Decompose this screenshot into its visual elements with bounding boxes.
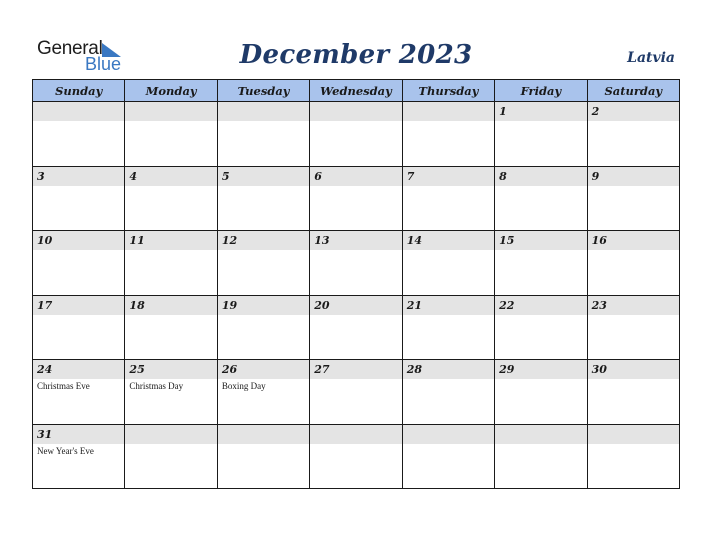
day-number: 27: [310, 360, 401, 379]
day-cell: [588, 425, 680, 490]
day-cell: [125, 296, 217, 361]
day-cell: [495, 102, 587, 167]
holiday-label: [588, 315, 679, 317]
weekday-header: Thursday: [403, 80, 495, 102]
day-cell: [310, 167, 402, 232]
holiday-label: [588, 121, 679, 123]
holiday-label: [403, 315, 494, 317]
day-cell: [218, 425, 310, 490]
weekday-header: Monday: [125, 80, 217, 102]
country-label: Latvia: [627, 50, 675, 66]
day-number: [310, 102, 401, 121]
day-number: [218, 102, 309, 121]
day-number: 26: [218, 360, 309, 379]
day-number: 21: [403, 296, 494, 315]
day-cell: [310, 360, 402, 425]
day-number: [125, 425, 216, 444]
day-number: 18: [125, 296, 216, 315]
holiday-label: [495, 250, 586, 252]
day-number: [495, 425, 586, 444]
day-cell: [125, 167, 217, 232]
day-number: 16: [588, 231, 679, 250]
day-number: 24: [33, 360, 124, 379]
day-number: 1: [495, 102, 586, 121]
day-cell: [403, 167, 495, 232]
weekday-header: Tuesday: [218, 80, 310, 102]
day-cell: [125, 102, 217, 167]
day-cell: [33, 167, 125, 232]
weekday-header: Saturday: [588, 80, 680, 102]
holiday-label: [310, 250, 401, 252]
holiday-label: [588, 250, 679, 252]
holiday-label: [218, 250, 309, 252]
holiday-label: [218, 444, 309, 446]
day-cell: [403, 231, 495, 296]
day-cell: [33, 360, 125, 425]
holiday-label: [310, 186, 401, 188]
day-cell: [33, 231, 125, 296]
day-cell: [33, 425, 125, 490]
day-cell: [495, 425, 587, 490]
day-cell: [218, 296, 310, 361]
day-number: 6: [310, 167, 401, 186]
day-number: [33, 102, 124, 121]
day-number: 8: [495, 167, 586, 186]
holiday-label: [33, 250, 124, 252]
day-cell: [310, 231, 402, 296]
holiday-label: [588, 186, 679, 188]
day-cell: [218, 231, 310, 296]
day-number: 4: [125, 167, 216, 186]
day-cell: [495, 167, 587, 232]
day-number: 15: [495, 231, 586, 250]
day-cell: [588, 167, 680, 232]
day-cell: [495, 360, 587, 425]
holiday-label: [218, 315, 309, 317]
holiday-label: [33, 186, 124, 188]
holiday-label: [310, 121, 401, 123]
day-number: 2: [588, 102, 679, 121]
day-number: 28: [403, 360, 494, 379]
holiday-label: [588, 444, 679, 446]
weekday-header: Sunday: [33, 80, 125, 102]
weekday-header: Wednesday: [310, 80, 402, 102]
day-cell: [588, 231, 680, 296]
holiday-label: Boxing Day: [221, 381, 266, 391]
holiday-label: [125, 315, 216, 317]
calendar-grid: [32, 79, 680, 489]
day-cell: [495, 231, 587, 296]
day-cell: [33, 102, 125, 167]
day-cell: [588, 360, 680, 425]
day-number: 12: [218, 231, 309, 250]
holiday-label: [403, 186, 494, 188]
day-number: 22: [495, 296, 586, 315]
day-number: 7: [403, 167, 494, 186]
logo-word-blue: Blue: [85, 54, 122, 74]
day-cell: [403, 102, 495, 167]
day-number: 5: [218, 167, 309, 186]
day-number: [403, 425, 494, 444]
holiday-label: [403, 121, 494, 123]
day-cell: [33, 296, 125, 361]
day-number: [588, 425, 679, 444]
generalblue-logo: [37, 38, 137, 74]
day-cell: [495, 296, 587, 361]
holiday-label: [495, 186, 586, 188]
holiday-label: [33, 315, 124, 317]
day-number: 30: [588, 360, 679, 379]
holiday-label: [495, 121, 586, 123]
holiday-label: New Year's Eve: [37, 445, 94, 456]
holiday-label: [218, 121, 309, 123]
holiday-label: [310, 444, 401, 446]
day-cell: [125, 425, 217, 490]
holiday-label: Christmas Eve: [37, 381, 90, 391]
logo-word-general: General: [37, 38, 103, 59]
day-number: 17: [33, 296, 124, 315]
day-cell: [403, 296, 495, 361]
day-number: [125, 102, 216, 121]
day-cell: [403, 425, 495, 490]
holiday-label: [403, 444, 494, 446]
holiday-label: [218, 186, 309, 188]
day-number: 29: [495, 360, 586, 379]
day-number: 25: [125, 360, 216, 379]
holiday-label: [403, 379, 494, 381]
day-number: [403, 102, 494, 121]
day-number: 9: [588, 167, 679, 186]
holiday-label: [33, 121, 124, 123]
day-number: 20: [310, 296, 401, 315]
day-number: 19: [218, 296, 309, 315]
day-cell: [588, 296, 680, 361]
calendar-title: December 2023: [239, 40, 473, 70]
holiday-label: [495, 444, 586, 446]
weekday-header: Friday: [495, 80, 587, 102]
holiday-label: [125, 250, 216, 252]
day-number: 31: [33, 425, 124, 444]
day-cell: [310, 425, 402, 490]
holiday-label: [125, 186, 216, 188]
day-number: 23: [588, 296, 679, 315]
day-cell: [310, 296, 402, 361]
day-number: 13: [310, 231, 401, 250]
holiday-label: Christmas Day: [129, 381, 184, 391]
day-cell: [125, 231, 217, 296]
day-cell: [218, 167, 310, 232]
day-number: 11: [125, 231, 216, 250]
day-number: [218, 425, 309, 444]
holiday-label: [125, 121, 216, 123]
holiday-label: [495, 379, 586, 381]
day-number: [310, 425, 401, 444]
holiday-label: [495, 315, 586, 317]
holiday-label: [310, 379, 401, 381]
day-cell: [218, 360, 310, 425]
holiday-label: [588, 379, 679, 381]
day-number: 3: [33, 167, 124, 186]
holiday-label: [403, 250, 494, 252]
day-cell: [125, 360, 217, 425]
day-number: 14: [403, 231, 494, 250]
day-number: 10: [33, 231, 124, 250]
holiday-label: [125, 444, 216, 446]
day-cell: [218, 102, 310, 167]
day-cell: [403, 360, 495, 425]
day-cell: [588, 102, 680, 167]
holiday-label: [310, 315, 401, 317]
day-cell: [310, 102, 402, 167]
